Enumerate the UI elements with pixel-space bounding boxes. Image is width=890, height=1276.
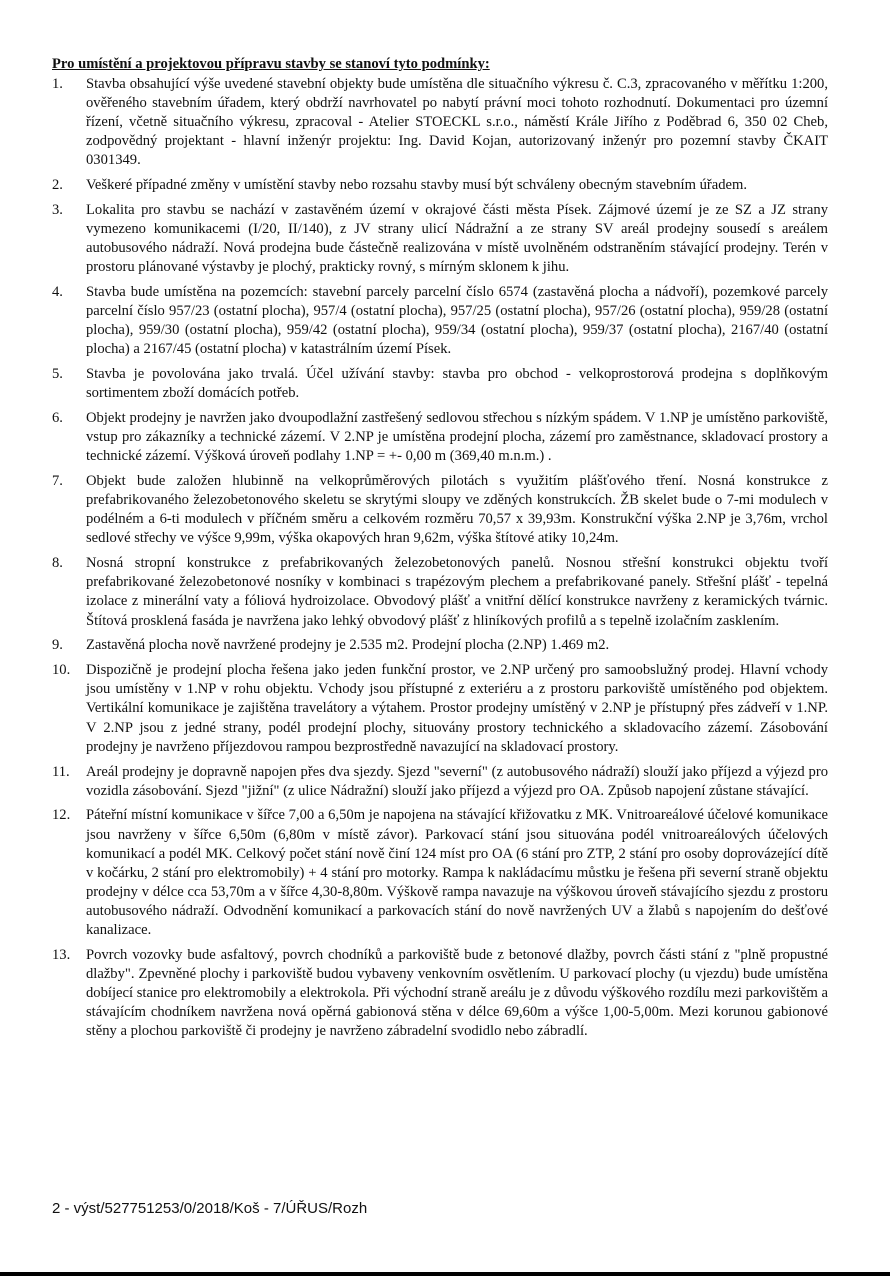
condition-number: 2.: [52, 177, 63, 194]
condition-number: 12.: [52, 807, 71, 824]
condition-number: 5.: [52, 366, 63, 383]
conditions-heading: Pro umístění a projektovou přípravu stavby se stanoví tyto podmínky:: [52, 56, 490, 72]
condition-number: 13.: [52, 946, 71, 963]
condition-number: 11.: [52, 763, 70, 780]
condition-item: [52, 763, 828, 801]
condition-text: Povrch vozovky bude asfaltový, povrch chodníků a parkoviště bude z betonové dlažby, povrch části stání z "plně propustné dlažby". Zpevněné plochy i parkoviště budou vybaveny venkovním osvětlením. U parkovací plochy (u vjezdu) bude umístěna dobíjecí stanice pro elektromobily a elektrokola. Při východní straně areálu je z důvodu výškového rozdílu mezi parkovištěm a stávajícím chodníkem navržena nová opěrná gabionová stěna v délce 69,60m a výšce 1,00-5,00m. Mezi korunou gabionové stěny a plochou parkoviště či prodejny je navrženo zábradelní svodidlo nebo zábradlí.: [86, 946, 828, 1039]
condition-item: [52, 176, 828, 195]
condition-text: Stavba obsahující výše uvedené stavební objekty bude umístěna dle situačního výkresu č. C.3, zpracovaného v měřítku 1:200, ověřeného stavebním úřadem, který obdrží navrhovatel po nabytí právní moci tohoto rozhodnutí. Dokumentaci pro územní řízení, včetně situačního výkresu, zpracoval - Atelier STOECKL s.r.o., náměstí Krále Jiřího z Poděbrad 6, 350 02 Cheb, zodpovědný projektant - hlavní inženýr projektu: Ing. David Kojan, autorizovaný inženýr pro pozemní stavby ČKAIT 0301349.: [86, 76, 828, 169]
condition-text: Páteřní místní komunikace v šířce 7,00 a 6,50m je napojena na stávající křižovatku z MK. Vnitroareálové účelové komunikace jsou navrženy v šířce 6,50m (6,80m v místě závor). Parkovací stání jsou situována podél vnitroareálových účelových komunikací a podél MK. Celkový počet stání nově činí 124 míst pro OA (6 stání pro ZTP, 2 stání pro osoby doprovázející dítě v kočárku, 2 stání pro elektromobily) + 4 stání pro motorky. Rampa k nakládacímu můstku je řešena při severní straně objektu prodejny v délce cca 53,70m a v šířce 4,30-8,80m. Výškově rampa navazuje na výškovou úroveň stávajícího sjezdu z prostoru autobusového nádraží. Odvodnění komunikací a parkovacích stání do nově navržených UV a žlabů s napojením do dešťové kanalizace.: [86, 807, 828, 938]
condition-text: Stavba bude umístěna na pozemcích: stavební parcely parcelní číslo 6574 (zastavěná plocha a nádvoří), pozemkové parcely parcelní číslo 957/23 (ostatní plocha), 957/4 (ostatní plocha), 957/25 (ostatní plocha), 957/26 (ostatní plocha), 959/28 (ostatní plocha), 959/30 (ostatní plocha), 959/42 (ostatní plocha), 959/34 (ostatní plocha), 959/37 (ostatní plocha), 2167/40 (ostatní plocha) a 2167/45 (ostatní plocha) v katastrálním území Písek.: [86, 284, 828, 358]
bottom-divider: [0, 1272, 890, 1276]
condition-item: [52, 75, 828, 170]
condition-item: [52, 554, 828, 630]
condition-item: [52, 201, 828, 277]
document-page: [52, 55, 828, 1047]
condition-number: 7.: [52, 473, 63, 490]
condition-item: [52, 283, 828, 359]
condition-text: Stavba je povolována jako trvalá. Účel užívání stavby: stavba pro obchod - velkoprostorová prodejna s doplňkovým sortimentem zboží domácích potřeb.: [86, 366, 828, 402]
condition-number: 9.: [52, 637, 63, 654]
condition-text: Zastavěná plocha nově navržené prodejny je 2.535 m2. Prodejní plocha (2.NP) 1.469 m2.: [86, 637, 610, 654]
condition-item: [52, 946, 828, 1041]
page-footer: 2 - výst/527751253/0/2018/Koš - 7/ÚŘUS/Rozh: [52, 1200, 368, 1217]
condition-item: [52, 365, 828, 403]
condition-text: Objekt bude založen hlubinně na velkoprůměrových pilotách s využitím plášťového tření. Nosná konstrukce z prefabrikovaného železobetonového skeletu se skrytými sloupy ve zděných konstrukcích. ŽB skelet bude o 7-mi modulech v podélném a 6-ti modulech v příčném směru a celkovém rozměru 70,57 x 39,93m. Konstrukční výška 2.NP je 3,76m, vrchol sedlové střechy ve výšce 9,99m, výška okapových hran 9,62m, výška štítové atiky 10,24m.: [86, 473, 828, 547]
condition-number: 4.: [52, 284, 63, 301]
condition-item: [52, 472, 828, 548]
condition-number: 10.: [52, 662, 71, 679]
condition-text: Objekt prodejny je navržen jako dvoupodlažní zastřešený sedlovou střechou s nízkým spádem. V 1.NP je umístěno parkoviště, vstup pro zákazníky a technické zázemí. V 2.NP je umístěna prodejní plocha, zázemí pro zaměstnance, skladovací prostory a technické zázemí. Výšková úroveň podlahy 1.NP = +- 0,00 m (369,40 m.n.m.) .: [86, 410, 828, 465]
condition-text: Areál prodejny je dopravně napojen přes dva sjezdy. Sjezd "severní" (z autobusového nádraží) slouží jako příjezd a výjezd pro vozidla zásobování. Sjezd "jižní" (z ulice Nádražní) slouží jako příjezd a výjezd pro OA. Způsob napojení zůstane stávající.: [86, 763, 828, 799]
condition-text: Dispozičně je prodejní plocha řešena jako jeden funkční prostor, ve 2.NP určený pro samoobslužný prodej. Hlavní vchody jsou umístěny v 1.NP v rohu objektu. Vchody jsou přístupné z exteriéru a z prostoru parkoviště umístěného pod objektem. Vertikální komunikace je zajištěna travelátory a výtahem. Prostor prodejny umístěný v 2.NP je přístupný přes zádveří v 1.NP. V 2.NP jsou z jedné strany, podél prodejní plochy, situovány prostory technického a skladovacího zázemí. Zásobování prodejny je navrženo příjezdovou rampou bezprostředně navazující na skladovací prostory.: [86, 662, 828, 755]
condition-text: Veškeré případné změny v umístění stavby nebo rozsahu stavby musí být schváleny obecným stavebním úřadem.: [86, 177, 748, 194]
condition-item: [52, 806, 828, 939]
condition-number: 1.: [52, 76, 63, 93]
condition-item: [52, 636, 828, 655]
condition-number: 3.: [52, 202, 63, 219]
condition-text: Lokalita pro stavbu se nachází v zastavěném území v okrajové části města Písek. Zájmové území je ze SZ a JZ strany vymezeno komunikacemi (I/20, II/140), z JV strany ulicí Nádražní a ze strany SV areál prodejny sousedí s areálem autobusového nádraží. Nová prodejna bude částečně realizována v místě uvolněném odstraněním stávající prodejny. Terén v prostoru plánované výstavby je plochý, prakticky rovný, s mírným sklonem k jihu.: [86, 202, 828, 276]
condition-item: [52, 661, 828, 756]
condition-number: 8.: [52, 555, 63, 572]
condition-item: [52, 409, 828, 466]
conditions-list: [52, 75, 828, 1041]
condition-text: Nosná stropní konstrukce z prefabrikovaných železobetonových panelů. Nosnou střešní konstrukci objektu tvoří prefabrikované železobetonové nosníky v kombinaci s trapézovým plechem a prefabrikované panely. Střešní plášť - tepelná izolace z minerální vaty a fóliová hydroizolace. Obvodový plášť a vnitřní dělící konstrukce navrženy z keramických tvárnic. Štítová prosklená fasáda je navržena jako lehký obvodový plášť z hliníkových profilů a s tepelně izolačním zasklením.: [86, 555, 828, 629]
condition-number: 6.: [52, 410, 63, 427]
